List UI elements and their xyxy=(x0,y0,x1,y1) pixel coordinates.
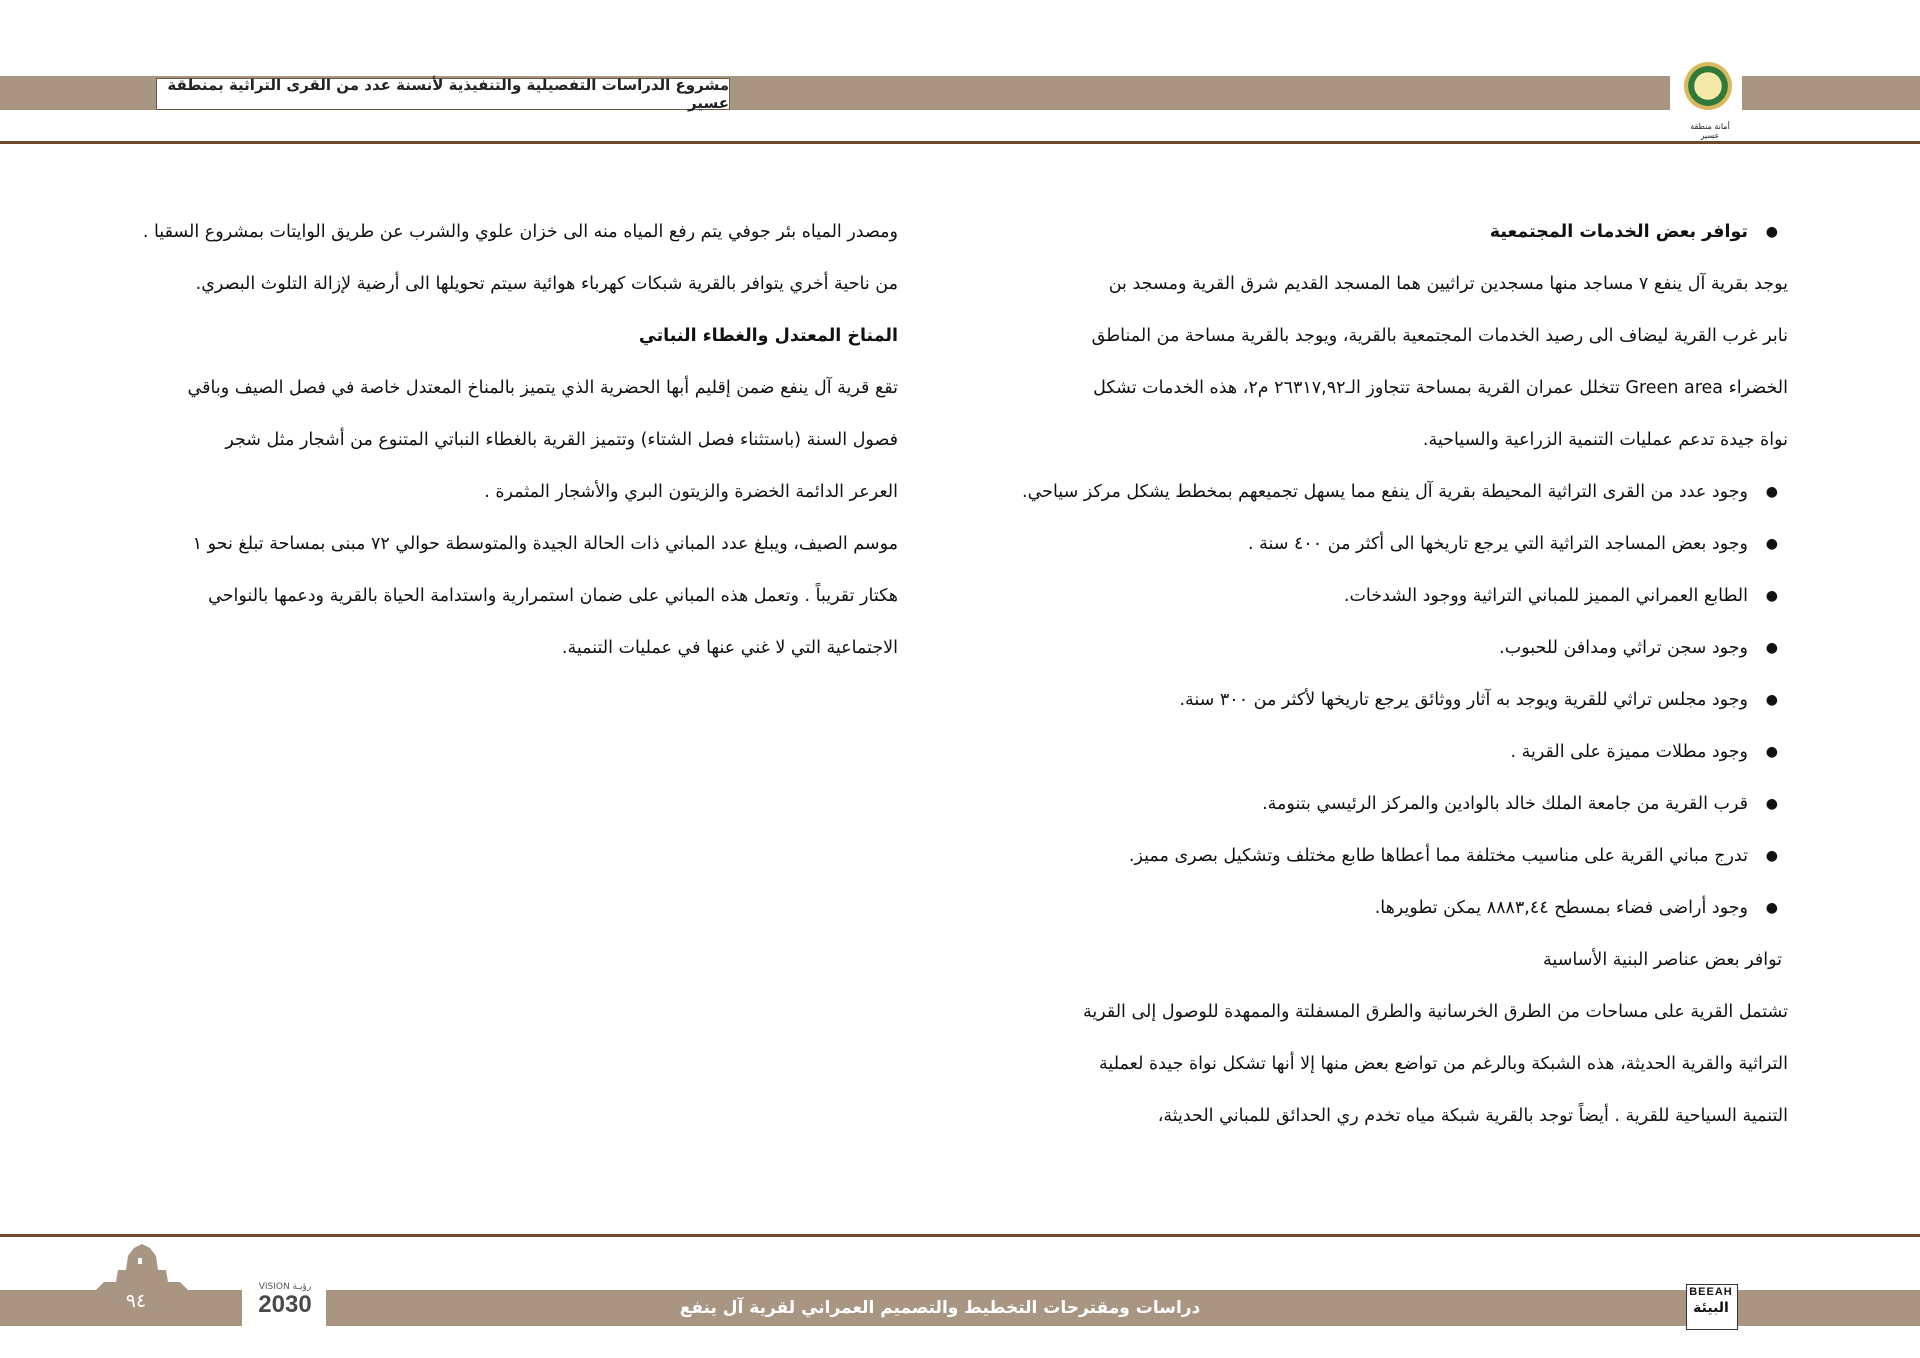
bullet-icon: ● xyxy=(1765,224,1778,240)
footer-rule xyxy=(0,1234,1920,1237)
list-item xyxy=(992,830,1788,882)
header-rule xyxy=(0,141,1920,144)
list-item-text: وجود أراضى فضاء بمسطح ٨٨٨٣,٤٤ يمكن تطويرها. xyxy=(1374,898,1748,918)
list-item-text: الطابع العمراني المميز للمباني التراثية ووجود الشدخات. xyxy=(1343,586,1748,606)
bullet-icon: ● xyxy=(1765,536,1778,552)
bullet-icon: ● xyxy=(1765,692,1778,708)
heritage-tower-icon xyxy=(96,1244,188,1290)
list-item xyxy=(992,518,1788,570)
paragraph-line: هكتار تقريباً . وتعمل هذه المباني على ضمان استمرارية واستدامة الحياة بالقرية ودعمها بالنواحي xyxy=(208,586,898,606)
paragraph-line: العرعر الدائمة الخضرة والزيتون البري والأشجار المثمرة . xyxy=(484,482,898,502)
paragraph-line: التنمية السياحية للقرية . أيضاً توجد بالقرية شبكة مياه تخدم ري الحدائق للمباني الحديثة، xyxy=(1157,1106,1788,1126)
climate-heading: المناخ المعتدل والغطاء النباتي xyxy=(638,326,898,346)
bullet-icon: ● xyxy=(1765,900,1778,916)
paragraph-line: فصول السنة (باستثناء فصل الشتاء) وتتميز القرية بالغطاء النباتي المتنوع من أشجار مثل شجر xyxy=(225,430,898,450)
asir-municipality-logo-icon xyxy=(1684,62,1732,110)
list-item xyxy=(992,674,1788,726)
list-item-text: وجود عدد من القرى التراثية المحيطة بقرية آل ينفع مما يسهل تجميعهم بمخطط يشكل مركز سياحي. xyxy=(1022,482,1748,502)
list-item-text: تدرج مباني القرية على مناسيب مختلفة مما أعطاها طابع مختلف وتشكيل بصرى مميز. xyxy=(1128,846,1748,866)
bullet-icon: ● xyxy=(1765,744,1778,760)
right-column xyxy=(992,206,1788,1142)
bullet-icon: ● xyxy=(1765,484,1778,500)
paragraph-line: تقع قرية آل ينفع ضمن إقليم أبها الحضرية الذي يتميز بالمناخ المعتدل خاصة في فصل الصيف وباقي xyxy=(187,378,898,398)
services-paragraph xyxy=(992,258,1788,466)
footer-title: دراسات ومقترحات التخطيط والتصميم العمراني لقرية آل ينفع xyxy=(679,1298,1201,1318)
paragraph-line: يوجد بقرية آل ينفع ٧ مساجد منها مسجدين تراثيين هما المسجد القديم شرق القرية ومسجد بن xyxy=(1108,274,1788,294)
bullet-icon: ● xyxy=(1765,640,1778,656)
page-number: ٩٤ xyxy=(125,1290,147,1312)
paragraph-line: موسم الصيف، ويبلغ عدد المباني ذات الحالة الجيدة والمتوسطة حوالي ٧٢ مبنى بمساحة تبلغ نحو ١ xyxy=(192,534,898,554)
list-item xyxy=(992,778,1788,830)
list-item-text: وجود بعض المساجد التراثية التي يرجع تاريخها الى أكثر من ٤٠٠ سنة . xyxy=(1247,534,1748,554)
list-item xyxy=(992,726,1788,778)
paragraph-line: التراثية والقرية الحديثة، هذه الشبكة وبالرغم من تواضع بعض منها إلا أنها تشكل نواة جيدة لعملية xyxy=(1099,1054,1788,1074)
vision-label: رؤيـة VISION xyxy=(258,1282,312,1292)
list-item xyxy=(992,882,1788,934)
list-item xyxy=(992,622,1788,674)
bullet-icon: ● xyxy=(1765,796,1778,812)
services-heading xyxy=(992,206,1788,258)
bullet-icon: ● xyxy=(1765,848,1778,864)
beeah-logo-latin: BEEAH xyxy=(1689,1286,1733,1298)
paragraph-line: من ناحية أخري يتوافر بالقرية شبكات كهرباء هوائية سيتم تحويلها الى أرضية لإزالة التلوث البصري. xyxy=(195,274,898,294)
paragraph-line: الخضراء Green area تتخلل عمران القرية بمساحة تتجاوز الـ٢٦٣١٧,٩٢ م٢، هذه الخدمات تشكل xyxy=(1093,378,1788,398)
features-list xyxy=(992,466,1788,934)
services-heading-text: توافر بعض الخدمات المجتمعية xyxy=(1489,222,1748,242)
logo-caption: أمانة منطقة عسير xyxy=(1690,122,1730,140)
list-item-text: قرب القرية من جامعة الملك خالد بالوادين والمركز الرئيسي بتنومة. xyxy=(1262,794,1748,814)
infrastructure-paragraph xyxy=(992,986,1788,1142)
beeah-logo-arabic: البيئة xyxy=(1693,1300,1729,1316)
paragraph-line: تشتمل القرية على مساحات من الطرق الخرسانية والطرق المسفلتة والممهدة للوصول إلى القرية xyxy=(1082,1002,1788,1022)
paragraph-line: الاجتماعية التي لا غني عنها في عمليات التنمية. xyxy=(561,638,898,658)
list-item xyxy=(992,570,1788,622)
list-item-text: وجود مطلات مميزة على القرية . xyxy=(1510,742,1748,762)
list-item-text: وجود سجن تراثي ومدافن للحبوب. xyxy=(1499,638,1748,658)
bullet-icon: ● xyxy=(1765,588,1778,604)
infrastructure-subheading: توافر بعض عناصر البنية الأساسية xyxy=(1543,950,1782,970)
header-title: مشروع الدراسات التفصيلية والتنفيذية لأنسنة عدد من القرى التراثية بمنطقة عسير xyxy=(156,78,730,110)
left-column xyxy=(90,206,898,674)
paragraph-line: ومصدر المياه بئر جوفي يتم رفع المياه منه الى خزان علوي والشرب عن طريق الوايتات بمشروع السقيا . xyxy=(142,222,898,242)
list-item xyxy=(992,466,1788,518)
vision-year: 2030 xyxy=(258,1291,312,1318)
paragraph-line: نواة جيدة تدعم عمليات التنمية الزراعية والسياحية. xyxy=(1422,430,1788,450)
list-item-text: وجود مجلس تراثي للقرية ويوجد به آثار ووثائق يرجع تاريخها لأكثر من ٣٠٠ سنة. xyxy=(1179,690,1748,710)
paragraph-line: نابر غرب القرية ليضاف الى رصيد الخدمات المجتمعية بالقرية، ويوجد بالقرية مساحة من المناطق xyxy=(1091,326,1788,346)
